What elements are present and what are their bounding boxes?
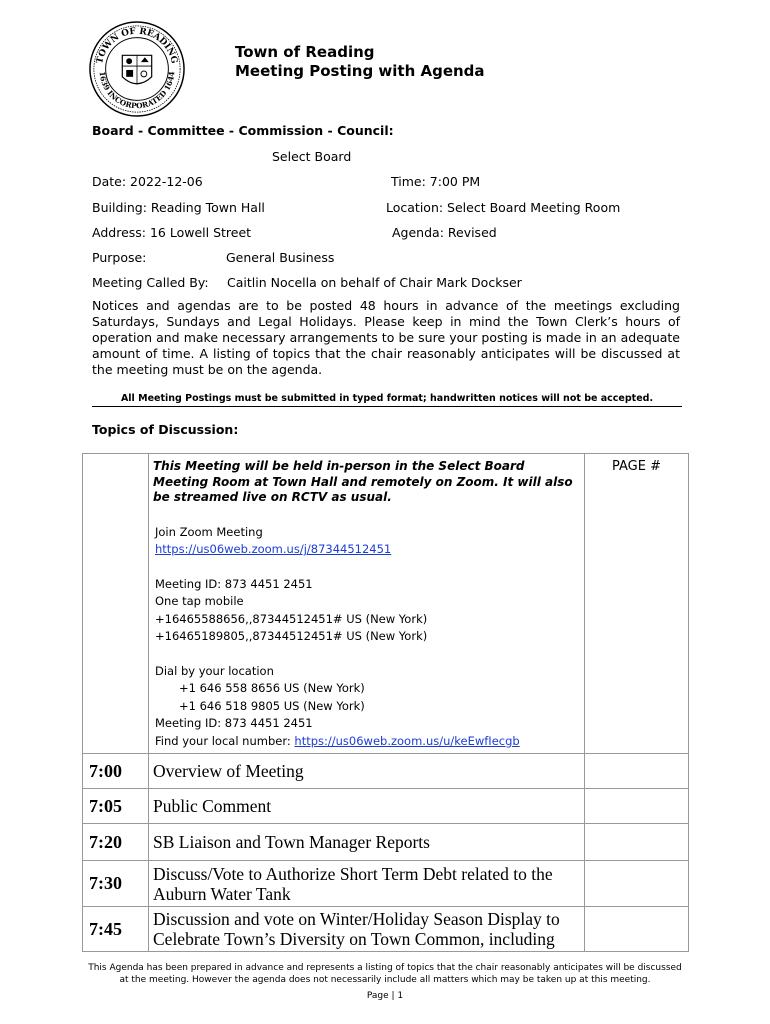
agenda-row [83,861,689,907]
town-seal-logo [88,20,186,118]
typed-format-notice: All Meeting Postings must be submitted in typed format; handwritten notices will not be accepted. [92,393,682,407]
intro-time-cell [83,454,149,754]
agenda-page [585,754,689,789]
purpose-label: Purpose: [92,250,147,265]
dial-number-1: +1 646 558 8656 US (New York) [179,681,365,695]
join-zoom-link[interactable]: https://us06web.zoom.us/j/87344512451 [155,542,392,556]
find-local-link[interactable]: https://us06web.zoom.us/u/keEwfIecgb [294,733,520,748]
dial-number-2: +1 646 518 9805 US (New York) [179,698,365,713]
agenda-page [585,789,689,824]
agenda-table [82,453,689,952]
agenda-time: 7:45 [83,907,149,952]
agenda-topic: SB Liaison and Town Manager Reports [149,824,585,861]
page-column-header: PAGE # [612,459,661,474]
intro-row [83,454,689,754]
board-value: Select Board [272,149,352,164]
agenda-time: 7:05 [83,789,149,824]
location-field: Location: Select Board Meeting Room [386,200,621,215]
called-by-label: Meeting Called By: [92,275,209,290]
agenda-page [585,861,689,907]
meeting-id-2: Meeting ID: 873 4451 2451 [155,716,313,730]
intro-cell [149,454,585,754]
find-local-label: Find your local number: [155,733,295,748]
agenda-footer-note: This Agenda has been prepared in advance and represents a listing of topics that the chair reasonably anticipates will be discussed at the meeting. However the agenda does not necessarily include all matters which may be taken up at this meeting. [88,963,682,985]
date-field: Date: 2022-12-06 [92,174,203,189]
one-tap-label: One tap mobile [155,594,244,608]
called-by-value: Caitlin Nocella on behalf of Chair Mark Dockser [227,275,522,290]
one-tap-number-2: +16465189805,,87344512451# US (New York) [155,629,428,643]
agenda-row [83,824,689,861]
agenda-topic: Overview of Meeting [149,754,585,789]
intro-text: This Meeting will be held in-person in the Select Board Meeting Room at Town Hall and remotely on Zoom. It will also be streamed live on RCTV as usual. [153,459,573,504]
seal-text-top: TOWN OF READING [95,26,179,65]
agenda-page [585,907,689,952]
building-field: Building: Reading Town Hall [92,200,265,215]
time-field: Time: 7:00 PM [391,174,481,189]
agenda-time: 7:20 [83,824,149,861]
agenda-time: 7:30 [83,861,149,907]
page-column-header-cell [585,454,689,754]
agenda-page [585,824,689,861]
board-label: Board - Committee - Commission - Council: [92,123,394,138]
document-title: Town of Reading [235,43,375,61]
agenda-topic: Discussion and vote on Winter/Holiday Season Display to Celebrate Town’s Diversity on Town Common, including [149,907,585,952]
address-field: Address: 16 Lowell Street [92,225,252,240]
agenda-time: 7:00 [83,754,149,789]
dial-label: Dial by your location [155,663,274,678]
join-zoom-label: Join Zoom Meeting [155,524,263,539]
meeting-id: Meeting ID: 873 4451 2451 [155,576,313,591]
agenda-row [83,754,689,789]
posting-notice: Notices and agendas are to be posted 48 hours in advance of the meetings excluding Saturdays, Sundays and Legal Holidays. Please keep in mind the Town Clerk’s hours of operation and make necessary arrangements to be sure your posting is made in an adequate amount of time. A listing of topics that the chair reasonably anticipates will be discussed at the meeting must be on the agenda. [92,298,680,377]
seal-text-bottom: 1639 INCORPORATED 1644 [97,70,177,111]
purpose-value: General Business [226,250,335,265]
agenda-row [83,907,689,952]
topics-heading: Topics of Discussion: [92,422,239,437]
page-number: Page | 1 [366,991,404,1001]
agenda-field: Agenda: Revised [392,225,497,240]
document-subtitle: Meeting Posting with Agenda [235,62,485,80]
one-tap-number-1: +16465588656,,87344512451# US (New York) [155,611,428,626]
agenda-topic: Discuss/Vote to Authorize Short Term Debt related to the Auburn Water Tank [149,861,585,907]
agenda-row [83,789,689,824]
agenda-topic: Public Comment [149,789,585,824]
